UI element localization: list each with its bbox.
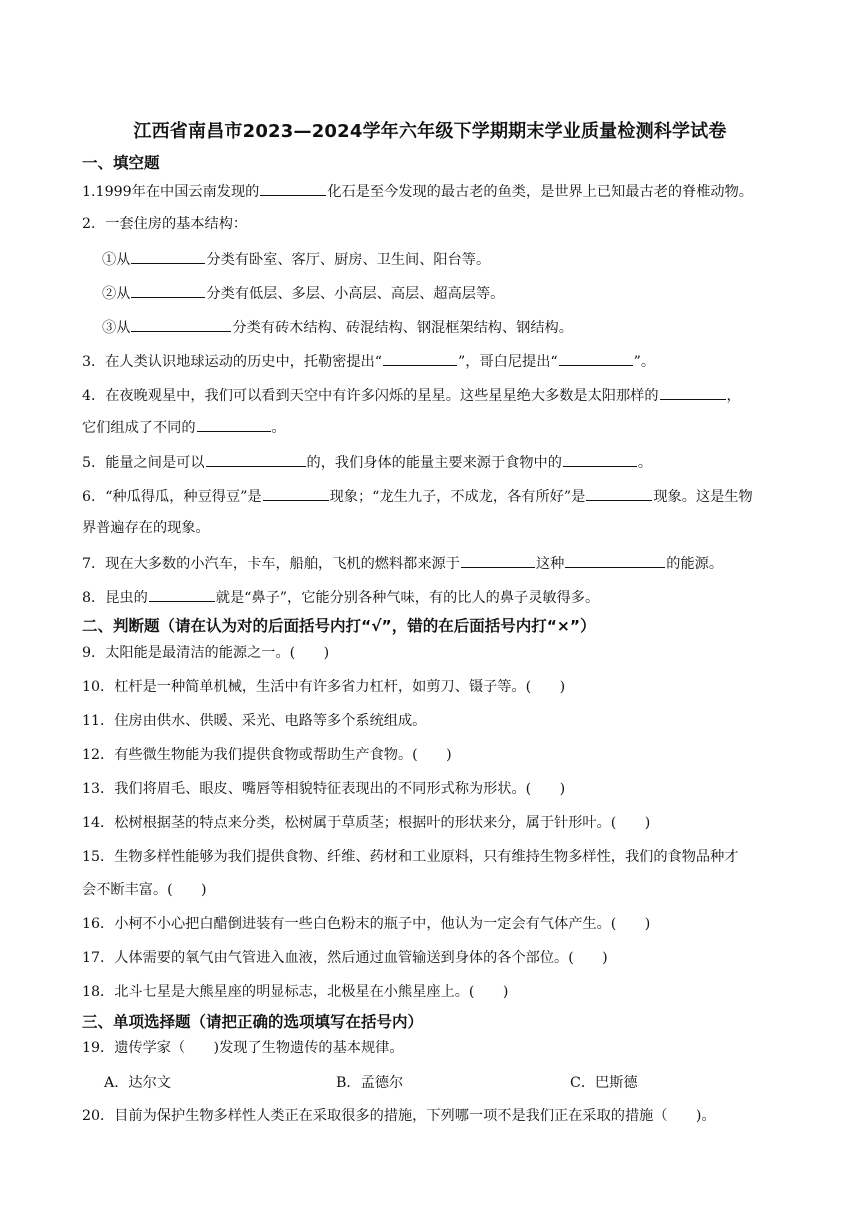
- question-15-line-1: 15．生物多样性能够为我们提供食物、纤维、药材和工业原料，只有维持生物多样性，我们的食物品种才: [82, 849, 739, 865]
- question-2-sub-3: [102, 316, 573, 338]
- question-text: 它们组成了不同的: [82, 420, 196, 436]
- answer-blank[interactable]: [383, 350, 457, 366]
- question-6-line-1: [82, 485, 753, 507]
- question-text: ，: [726, 388, 741, 404]
- answer-blank[interactable]: [660, 384, 726, 400]
- question-7: [82, 552, 723, 574]
- question-text: 现象。这是生物: [653, 489, 753, 505]
- section-heading-multiple-choice: 三、单项选择题（请把正确的选项填写在括号内）: [82, 1013, 424, 1031]
- question-2-stem: 2．一套住房的基本结构：: [82, 216, 248, 232]
- question-text: ”。: [633, 354, 656, 370]
- question-text: 分类有卧室、客厅、厨房、卫生间、阳台等。: [206, 252, 491, 268]
- question-text: 就是“鼻子”，它能分别各种气味，有的比人的鼻子灵敏得多。: [215, 590, 600, 606]
- question-text: ①从: [102, 252, 131, 268]
- answer-blank[interactable]: [149, 586, 215, 602]
- question-text: 化石是至今发现的最古老的鱼类，是世界上已知最古老的脊椎动物。: [327, 184, 753, 200]
- answer-blank[interactable]: [586, 485, 652, 501]
- answer-blank[interactable]: [461, 552, 535, 568]
- question-text: ③从: [102, 320, 131, 336]
- question-14: 14．松树根据茎的特点来分类，松树属于草质茎；根据叶的形状来分，属于针形叶。( ): [82, 815, 651, 831]
- question-text: 的，我们身体的能量主要来源于食物中的: [306, 455, 562, 471]
- question-4-line-1: [82, 384, 741, 406]
- question-18: 18．北斗七星是大熊星座的明显标志，北极星在小熊星座上。( ): [82, 984, 509, 1000]
- question-12: 12．有些微生物能为我们提供食物或帮助生产食物。( ): [82, 747, 452, 763]
- question-text: 的能源。: [666, 556, 724, 572]
- question-text: 7．现在大多数的小汽车，卡车，船舶，飞机的燃料都来源于: [82, 556, 460, 572]
- question-13: 13．我们将眉毛、眼皮、嘴唇等相貌特征表现出的不同形式称为形状。( ): [82, 781, 566, 797]
- answer-blank[interactable]: [263, 485, 329, 501]
- question-1: [82, 180, 753, 202]
- answer-blank[interactable]: [260, 180, 326, 196]
- option-b[interactable]: B．孟德尔: [336, 1075, 404, 1091]
- question-19: 19．遗传学家（ )发现了生物遗传的基本规律。: [82, 1040, 404, 1056]
- question-text: 分类有砖木结构、砖混结构、钢混框架结构、钢结构。: [232, 320, 573, 336]
- question-text: 现象；“龙生九子，不成龙，各有所好”是: [329, 489, 586, 505]
- answer-blank[interactable]: [131, 248, 205, 264]
- question-11: 11．住房由供水、供暖、采光、电路等多个系统组成。: [82, 713, 427, 729]
- question-text: 6．“种瓜得瓜，种豆得豆”是: [82, 489, 262, 505]
- section-heading-fill-blank: 一、填空题: [82, 154, 160, 172]
- option-a[interactable]: A．达尔文: [104, 1075, 171, 1091]
- question-text: 。: [637, 455, 653, 471]
- question-3: [82, 350, 655, 372]
- question-20: 20．目前为保护生物多样性人类正在采取很多的措施，下列哪一项不是我们正在采取的措施（ )。: [82, 1108, 716, 1124]
- question-4-line-2: [82, 416, 286, 438]
- question-9: 9．太阳能是最清洁的能源之一。( ): [82, 645, 330, 661]
- question-text: 这种: [535, 556, 565, 572]
- answer-blank[interactable]: [197, 416, 271, 432]
- question-text: 3．在人类认识地球运动的历史中，托勒密提出“: [82, 354, 383, 370]
- answer-blank[interactable]: [206, 451, 306, 467]
- answer-blank[interactable]: [559, 350, 633, 366]
- question-2-sub-1: [102, 248, 490, 270]
- section-heading-true-false: 二、判断题（请在认为对的后面括号内打“√”，错的在后面括号内打“×”）: [82, 617, 596, 635]
- question-2-sub-2: [102, 282, 504, 304]
- question-15-line-2: 会不断丰富。( ): [82, 882, 207, 898]
- question-text: 8．昆虫的: [82, 590, 148, 606]
- option-c[interactable]: C．巴斯德: [570, 1075, 638, 1091]
- question-6-line-2: 界普遍存在的现象。: [82, 520, 210, 536]
- question-17: 17．人体需要的氧气由气管进入血液，然后通过血管输送到身体的各个部位。( ): [82, 950, 608, 966]
- answer-blank[interactable]: [563, 451, 637, 467]
- question-text: ”，哥白尼提出“: [458, 354, 558, 370]
- question-text: ②从: [102, 286, 131, 302]
- question-text: 。: [271, 420, 286, 436]
- question-text: 1.1999年在中国云南发现的: [82, 184, 260, 200]
- question-5: [82, 451, 652, 473]
- question-10: 10．杠杆是一种简单机械，生活中有许多省力杠杆，如剪刀、镊子等。( ): [82, 679, 566, 695]
- answer-blank[interactable]: [131, 316, 231, 332]
- question-text: 4．在夜晚观星中，我们可以看到天空中有许多闪烁的星星。这些星星绝大多数是太阳那样的: [82, 388, 659, 404]
- question-8: [82, 586, 599, 608]
- answer-blank[interactable]: [565, 552, 665, 568]
- answer-blank[interactable]: [131, 282, 205, 298]
- exam-title: 江西省南昌市2023—2024学年六年级下学期期末学业质量检测科学试卷: [133, 121, 727, 142]
- question-text: 分类有低层、多层、小高层、高层、超高层等。: [206, 286, 505, 302]
- question-16: 16．小柯不小心把白醋倒进装有一些白色粉末的瓶子中，他认为一定会有气体产生。( ): [82, 916, 651, 932]
- question-text: 5．能量之间是可以: [82, 455, 205, 471]
